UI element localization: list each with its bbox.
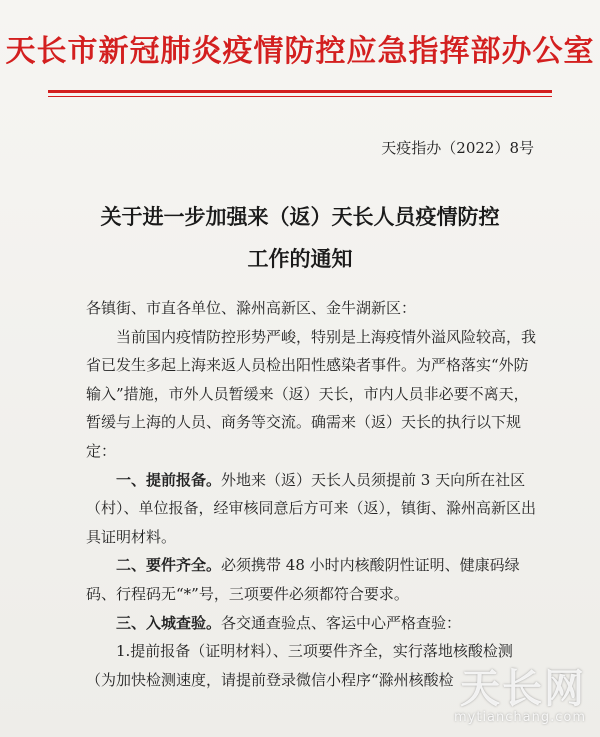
- item-3-paragraph: [86, 609, 536, 638]
- item-2-paragraph: [86, 551, 536, 608]
- item-3-heading: 三、入城查验。: [116, 613, 222, 632]
- item-2-text: 必须携带 48 小时内核酸阴性证明、健康码绿码、行程码无“*”号，三项要件必须都符合要求。: [86, 556, 520, 603]
- red-header-rule-thin: [48, 96, 552, 97]
- item-1-heading: 一、提前报备。: [116, 470, 222, 489]
- item-2-heading: 二、要件齐全。: [116, 556, 222, 575]
- notice-body: [86, 294, 536, 694]
- issuing-organization-title: 天长市新冠肺炎疫情防控应急指挥部办公室: [5, 34, 595, 69]
- item-1-paragraph: [86, 466, 536, 552]
- recipients-line: 各镇街、市直各单位、滁州高新区、金牛湖新区：: [86, 299, 417, 317]
- intro-paragraph: 当前国内疫情防控形势严峻，特别是上海疫情外溢风险较高，我省已发生多起上海来返人员检出阳性感染者事件。为严格落实“外防输入”措施，市外人员暂缓来（返）天长，市内人员非必要不离天，暂缓与上海的人员、商务等交流。确需来（返）天长的执行以下规定：: [86, 327, 537, 460]
- red-header-rule: [48, 90, 552, 93]
- watermark-logo: 天长网: [460, 666, 586, 712]
- document-number: 天疫指办（2022）8号: [381, 139, 534, 157]
- item-3-subitem-1: 1.提前报备（证明材料）、三项要件齐全，实行落地核酸检测（为加快检测速度，请提前登录微信小程序“滁州核酸检: [86, 642, 513, 689]
- item-1-text: 外地来（返）天长人员须提前 3 天向所在社区（村）、单位报备，经审核同意后方可来（返），镇街、滁州高新区出具证明材料。: [86, 470, 537, 546]
- notice-title-line-1: 关于进一步加强来（返）天长人员疫情防控: [100, 204, 500, 229]
- site-watermark: [454, 668, 586, 725]
- notice-title: [0, 196, 600, 280]
- item-3-text: 各交通查验点、客运中心严格查验：: [221, 613, 462, 632]
- watermark-url: mytianchang.com: [453, 710, 586, 725]
- notice-title-line-2: 工作的通知: [247, 246, 353, 271]
